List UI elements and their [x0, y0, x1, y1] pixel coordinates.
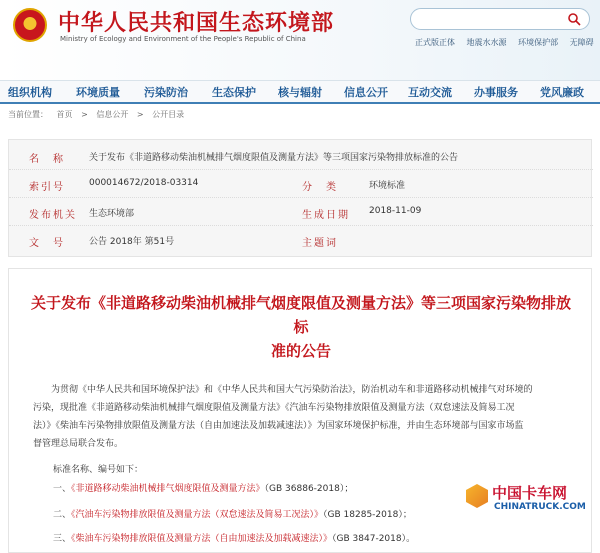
standard-number: 二、: [53, 510, 72, 520]
paragraph-line: 法）》《柴油车污染物排放限值及测量方法（自由加速法及加载减速法）》为国家环境保护标准，并由生态环境部与国家市场监: [33, 421, 524, 431]
national-emblem-icon: [13, 8, 47, 42]
header-link[interactable]: 正式版正体: [415, 38, 455, 47]
chinatruck-watermark: [466, 480, 596, 530]
breadcrumb-separator: >: [136, 110, 144, 119]
article-title-line: 关于发布《非道路移动柴油机械排气烟度限值及测量方法》等三项国家污染物排放标: [30, 294, 571, 336]
standard-code: （GB 3847-2018）。: [332, 534, 416, 544]
breadcrumb-prefix: 当前位置：: [8, 110, 48, 119]
search-input[interactable]: [410, 8, 590, 30]
meta-value-date: 2018-11-09: [369, 206, 422, 216]
standard-number: 三、: [53, 534, 72, 544]
meta-row-name: [9, 144, 593, 170]
nav-item-ecological-protection[interactable]: 生态保护: [212, 86, 256, 99]
nav-item-information-disclosure[interactable]: 信息公开: [344, 86, 388, 99]
article-title: [29, 291, 573, 363]
nav-item-nuclear-radiation[interactable]: 核与辐射: [278, 86, 322, 99]
meta-label-docno: 文 号: [29, 238, 65, 249]
standard-item: [53, 507, 412, 520]
main-nav: [0, 80, 600, 104]
meta-row-issuer: [9, 200, 593, 226]
standard-item: [53, 531, 415, 544]
nav-item-interaction[interactable]: 互动交流: [408, 86, 452, 99]
article-paragraph: [33, 381, 573, 453]
standards-list-intro: 标准名称、编号如下：: [53, 465, 144, 475]
ministry-name-cn[interactable]: 中华人民共和国生态环境部: [58, 11, 335, 36]
breadcrumb: [8, 109, 190, 120]
meta-value-index: 000014672/2018-03314: [89, 178, 199, 188]
site-header: [0, 0, 600, 80]
meta-row-docno: [9, 228, 593, 254]
standard-item: [53, 481, 353, 494]
meta-label-date: 生成日期: [302, 210, 350, 221]
breadcrumb-separator: >: [81, 110, 88, 119]
chinatruck-logo-icon: [466, 484, 488, 508]
standard-number: 一、: [53, 484, 72, 494]
document-meta-table: [8, 139, 592, 257]
nav-item-party-integrity[interactable]: 党风廉政: [540, 86, 584, 99]
standard-code: （GB 36886-2018）；: [264, 484, 354, 494]
meta-value-issuer: 生态环境部: [89, 209, 135, 219]
header-link[interactable]: 无障碍: [569, 38, 594, 47]
header-links: [415, 37, 600, 48]
nav-item-services[interactable]: 办事服务: [474, 86, 518, 99]
nav-item-organization[interactable]: 组织机构: [8, 86, 52, 99]
paragraph-line: 督管理总局联合发布。: [33, 439, 124, 449]
meta-label-keywords: 主题词: [302, 238, 338, 249]
header-link[interactable]: 环境保护部: [518, 38, 559, 47]
search-icon[interactable]: [567, 12, 581, 26]
meta-value-docno: 公告 2018年 第51号: [89, 237, 175, 247]
standard-name-link[interactable]: 《非道路移动柴油机械排气烟度限值及测量方法》: [71, 484, 265, 494]
meta-value-category: 环境标准: [369, 181, 406, 191]
breadcrumb-item-catalog[interactable]: 公开目录: [152, 110, 185, 119]
nav-item-pollution-control[interactable]: 污染防治: [144, 86, 188, 99]
standard-code: （GB 18285-2018）；: [323, 510, 412, 520]
nav-item-environment-quality[interactable]: 环境质量: [76, 86, 120, 99]
meta-label-category: 分 类: [302, 182, 338, 193]
meta-label-index: 索引号: [29, 182, 65, 193]
paragraph-line: 污染，现批准《非道路移动柴油机械排气烟度限值及测量方法》《汽油车污染物排放限值及测量方法（双怠速法及简易工况: [33, 403, 515, 413]
meta-value-name: 关于发布《非道路移动柴油机械排气烟度限值及测量方法》等三项国家污染物排放标准的公告: [89, 153, 459, 163]
meta-label-issuer: 发布机关: [29, 210, 77, 221]
meta-row-index: [9, 172, 593, 198]
article-title-line: 准的公告: [270, 342, 331, 360]
ministry-name-en: Ministry of Ecology and Environment of the People's Republic of China: [60, 35, 306, 43]
watermark-cn: 中国卡车网: [492, 484, 568, 502]
paragraph-line: 为贯彻《中华人民共和国环境保护法》和《中华人民共和国大气污染防治法》，防治机动车和非道路移动机械排气对环境的: [51, 385, 533, 395]
breadcrumb-item-info[interactable]: 信息公开: [96, 110, 129, 119]
header-link[interactable]: 地震水水源: [466, 38, 507, 47]
standard-name-link[interactable]: 《汽油车污染物排放限值及测量方法（双怠速法及简易工况法）》: [71, 510, 324, 520]
meta-label-name: 名 称: [29, 154, 65, 165]
watermark-en: CHINATRUCK.COM: [494, 502, 586, 512]
breadcrumb-item-home[interactable]: 首页: [56, 110, 73, 119]
standard-name-link[interactable]: 《柴油车污染物排放限值及测量方法（自由加速法及加载减速法）》: [71, 534, 333, 544]
